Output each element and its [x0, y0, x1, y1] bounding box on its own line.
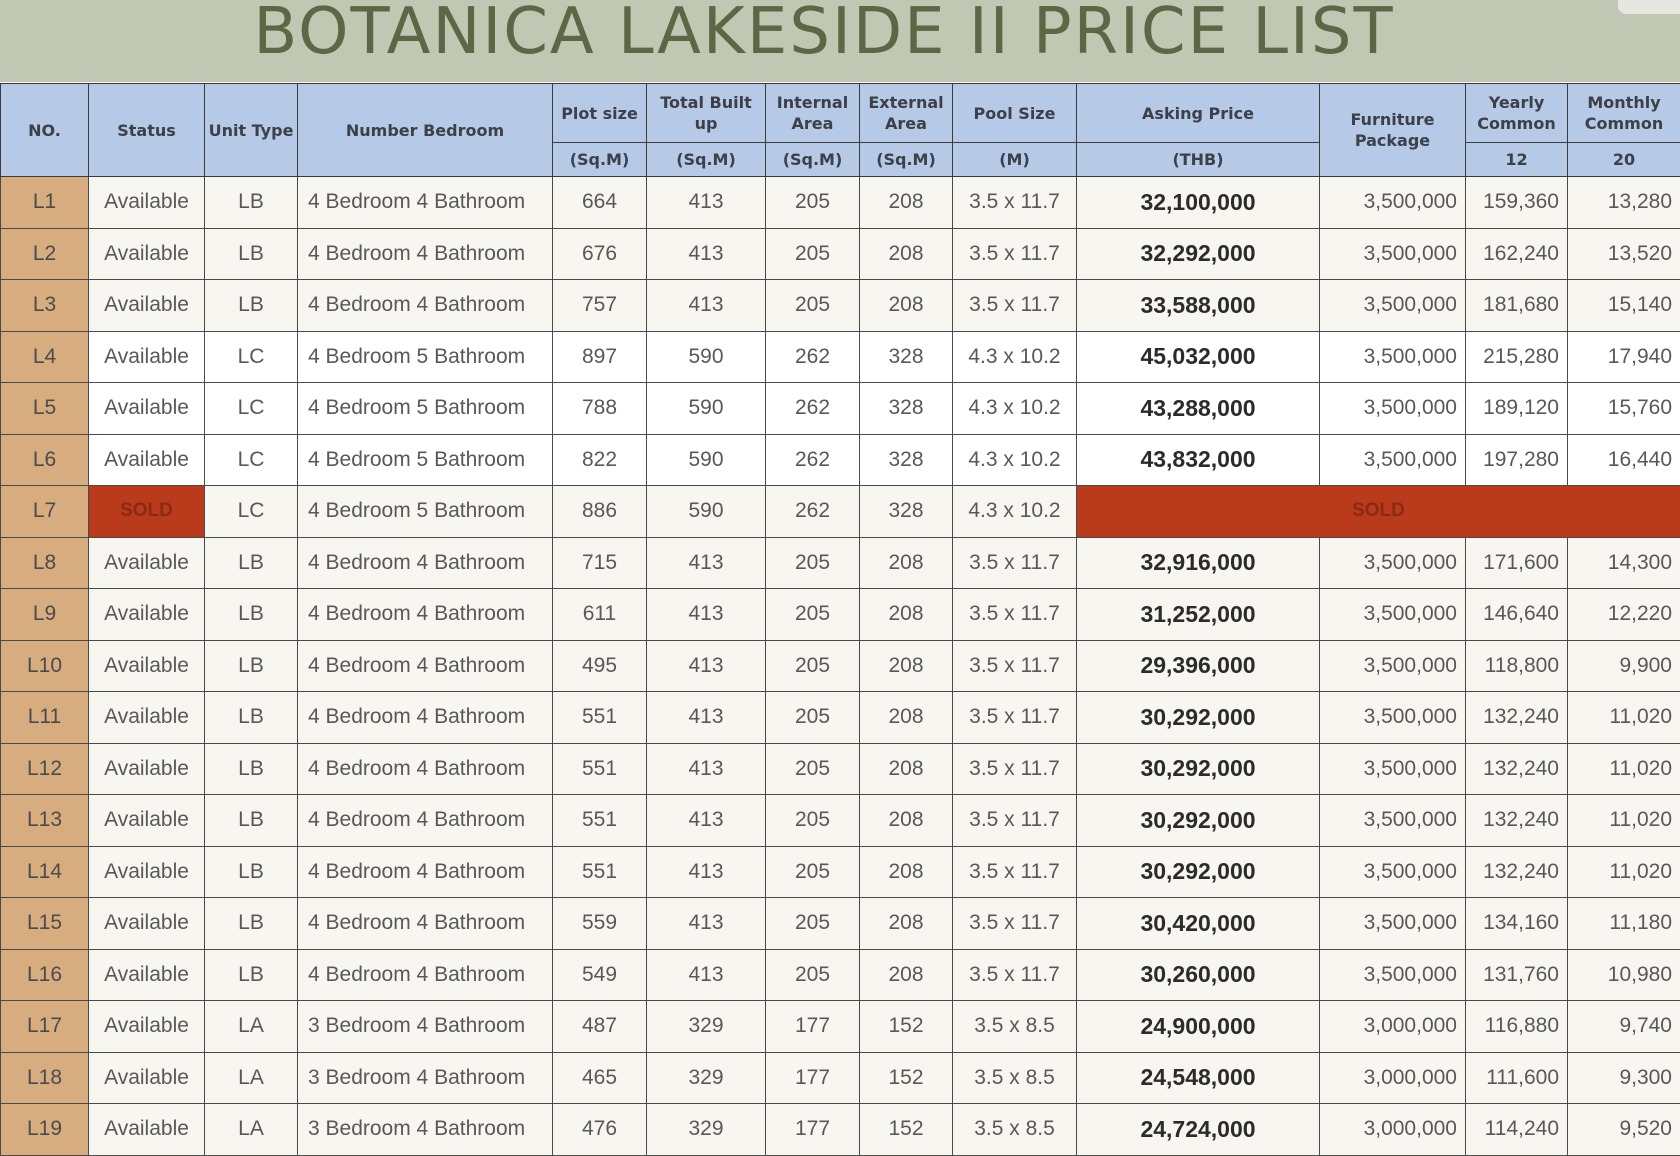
cell-status: Available	[89, 1104, 205, 1156]
cell-total-built-up: 590	[647, 383, 766, 435]
cell-asking-price: 32,292,000	[1077, 228, 1320, 280]
cell-no: L16	[1, 949, 89, 1001]
cell-plot-size: 551	[553, 846, 647, 898]
cell-bedroom: 4 Bedroom 4 Bathroom	[298, 589, 553, 641]
cell-bedroom: 4 Bedroom 4 Bathroom	[298, 846, 553, 898]
cell-external-area: 208	[860, 640, 953, 692]
cell-monthly-common: 15,760	[1568, 383, 1680, 435]
cell-status: Available	[89, 331, 205, 383]
cell-asking-price: 30,292,000	[1077, 743, 1320, 795]
cell-bedroom: 4 Bedroom 5 Bathroom	[298, 383, 553, 435]
cell-unit-type: LB	[205, 228, 298, 280]
price-list-table	[0, 83, 1680, 1156]
cell-plot-size: 476	[553, 1104, 647, 1156]
table-row	[1, 589, 1680, 641]
header-total-built-up: Total Built up	[647, 84, 766, 143]
cell-external-area: 208	[860, 692, 953, 744]
cell-internal-area: 205	[766, 537, 860, 589]
table-row	[1, 846, 1680, 898]
cell-internal-area: 205	[766, 280, 860, 332]
cell-plot-size: 676	[553, 228, 647, 280]
cell-plot-size: 897	[553, 331, 647, 383]
cell-yearly-common: 118,800	[1466, 640, 1568, 692]
cell-internal-area: 205	[766, 949, 860, 1001]
table-row	[1, 177, 1680, 229]
cell-no: L17	[1, 1001, 89, 1053]
cell-pool-size: 3.5 x 11.7	[953, 846, 1077, 898]
cell-internal-area: 205	[766, 177, 860, 229]
cell-internal-area: 205	[766, 692, 860, 744]
cell-total-built-up: 329	[647, 1052, 766, 1104]
cell-yearly-common: 171,600	[1466, 537, 1568, 589]
cell-status: Available	[89, 949, 205, 1001]
cell-external-area: 152	[860, 1104, 953, 1156]
cell-status: Available	[89, 589, 205, 641]
cell-furniture-package: 3,500,000	[1320, 280, 1466, 332]
cell-furniture-package: 3,000,000	[1320, 1001, 1466, 1053]
cell-external-area: 152	[860, 1052, 953, 1104]
cell-unit-type: LA	[205, 1052, 298, 1104]
cell-status: Available	[89, 640, 205, 692]
cell-unit-type: LC	[205, 434, 298, 486]
cell-monthly-common: 11,020	[1568, 743, 1680, 795]
cell-no: L10	[1, 640, 89, 692]
cell-yearly-common: 189,120	[1466, 383, 1568, 435]
header-pool-size-unit: (M)	[953, 143, 1077, 177]
header-yearly-common-sub: 12	[1466, 143, 1568, 177]
cell-bedroom: 4 Bedroom 4 Bathroom	[298, 177, 553, 229]
cell-bedroom: 4 Bedroom 4 Bathroom	[298, 743, 553, 795]
cell-bedroom: 4 Bedroom 4 Bathroom	[298, 692, 553, 744]
cell-furniture-package: 3,500,000	[1320, 846, 1466, 898]
cell-unit-type: LB	[205, 846, 298, 898]
cell-no: L19	[1, 1104, 89, 1156]
cell-bedroom: 4 Bedroom 4 Bathroom	[298, 228, 553, 280]
cell-total-built-up: 590	[647, 331, 766, 383]
header-pool-size: Pool Size	[953, 84, 1077, 143]
cell-total-built-up: 413	[647, 898, 766, 950]
cell-plot-size: 611	[553, 589, 647, 641]
cell-yearly-common: 132,240	[1466, 692, 1568, 744]
cell-yearly-common: 111,600	[1466, 1052, 1568, 1104]
table-row	[1, 1104, 1680, 1156]
page-title: BOTANICA LAKESIDE II PRICE LIST	[0, 0, 1664, 68]
cell-status: Available	[89, 177, 205, 229]
table-row	[1, 434, 1680, 486]
cell-internal-area: 177	[766, 1104, 860, 1156]
header-plot-size: Plot size	[553, 84, 647, 143]
cell-monthly-common: 13,280	[1568, 177, 1680, 229]
cell-bedroom: 4 Bedroom 4 Bathroom	[298, 795, 553, 847]
cell-total-built-up: 413	[647, 589, 766, 641]
cell-internal-area: 262	[766, 434, 860, 486]
cell-asking-price: 32,916,000	[1077, 537, 1320, 589]
cell-status: Available	[89, 795, 205, 847]
cell-furniture-package: 3,500,000	[1320, 589, 1466, 641]
cell-external-area: 208	[860, 537, 953, 589]
cell-pool-size: 3.5 x 11.7	[953, 949, 1077, 1001]
cell-no: L14	[1, 846, 89, 898]
table-body	[1, 177, 1680, 1156]
cell-plot-size: 549	[553, 949, 647, 1001]
cell-furniture-package: 3,500,000	[1320, 898, 1466, 950]
cell-status: Available	[89, 434, 205, 486]
cell-external-area: 208	[860, 280, 953, 332]
cell-internal-area: 205	[766, 589, 860, 641]
header-monthly-common-sub: 20	[1568, 143, 1680, 177]
table-row	[1, 383, 1680, 435]
cell-no: L5	[1, 383, 89, 435]
cell-yearly-common: 116,880	[1466, 1001, 1568, 1053]
cell-unit-type: LB	[205, 280, 298, 332]
cell-internal-area: 205	[766, 846, 860, 898]
table-row	[1, 949, 1680, 1001]
cell-no: L6	[1, 434, 89, 486]
cell-internal-area: 177	[766, 1052, 860, 1104]
cell-asking-price: 45,032,000	[1077, 331, 1320, 383]
cell-total-built-up: 413	[647, 640, 766, 692]
cell-total-built-up: 413	[647, 795, 766, 847]
cell-total-built-up: 413	[647, 177, 766, 229]
header-number-bedroom: Number Bedroom	[298, 84, 553, 177]
cell-unit-type: LB	[205, 537, 298, 589]
cell-unit-type: LB	[205, 589, 298, 641]
cell-monthly-common: 11,020	[1568, 795, 1680, 847]
cell-yearly-common: 197,280	[1466, 434, 1568, 486]
cell-furniture-package: 3,500,000	[1320, 795, 1466, 847]
cell-bedroom: 4 Bedroom 5 Bathroom	[298, 331, 553, 383]
cell-internal-area: 177	[766, 1001, 860, 1053]
cell-monthly-common: 14,300	[1568, 537, 1680, 589]
cell-no: L13	[1, 795, 89, 847]
cell-external-area: 208	[860, 949, 953, 1001]
cell-yearly-common: 215,280	[1466, 331, 1568, 383]
cell-status: Available	[89, 383, 205, 435]
header-total-built-up-unit: (Sq.M)	[647, 143, 766, 177]
cell-unit-type: LB	[205, 743, 298, 795]
cell-external-area: 208	[860, 743, 953, 795]
cell-external-area: 328	[860, 486, 953, 538]
cell-pool-size: 4.3 x 10.2	[953, 434, 1077, 486]
cell-bedroom: 4 Bedroom 4 Bathroom	[298, 640, 553, 692]
cell-yearly-common: 114,240	[1466, 1104, 1568, 1156]
header-external-area: External Area	[860, 84, 953, 143]
cell-pool-size: 3.5 x 11.7	[953, 640, 1077, 692]
header-plot-size-unit: (Sq.M)	[553, 143, 647, 177]
table-row	[1, 486, 1680, 538]
cell-total-built-up: 413	[647, 743, 766, 795]
cell-bedroom: 3 Bedroom 4 Bathroom	[298, 1001, 553, 1053]
cell-bedroom: 3 Bedroom 4 Bathroom	[298, 1052, 553, 1104]
cell-plot-size: 559	[553, 898, 647, 950]
cell-pool-size: 3.5 x 8.5	[953, 1001, 1077, 1053]
cell-status: Available	[89, 898, 205, 950]
cell-monthly-common: 17,940	[1568, 331, 1680, 383]
cell-monthly-common: 11,020	[1568, 692, 1680, 744]
cell-internal-area: 262	[766, 383, 860, 435]
header-internal-area: Internal Area	[766, 84, 860, 143]
cell-external-area: 208	[860, 228, 953, 280]
table-row	[1, 537, 1680, 589]
cell-unit-type: LB	[205, 640, 298, 692]
cell-yearly-common: 134,160	[1466, 898, 1568, 950]
cell-plot-size: 886	[553, 486, 647, 538]
cell-no: L18	[1, 1052, 89, 1104]
cell-total-built-up: 590	[647, 434, 766, 486]
cell-internal-area: 205	[766, 640, 860, 692]
cell-furniture-package: 3,500,000	[1320, 434, 1466, 486]
cell-asking-price: 24,548,000	[1077, 1052, 1320, 1104]
cell-no: L1	[1, 177, 89, 229]
cell-furniture-package: 3,500,000	[1320, 331, 1466, 383]
cell-plot-size: 715	[553, 537, 647, 589]
cell-unit-type: LB	[205, 949, 298, 1001]
table-row	[1, 331, 1680, 383]
cell-plot-size: 465	[553, 1052, 647, 1104]
cell-pool-size: 3.5 x 11.7	[953, 898, 1077, 950]
cell-asking-price: 30,420,000	[1077, 898, 1320, 950]
cell-total-built-up: 329	[647, 1104, 766, 1156]
cell-asking-price: 31,252,000	[1077, 589, 1320, 641]
cell-status: Available	[89, 1052, 205, 1104]
cell-status: Available	[89, 692, 205, 744]
cell-monthly-common: 9,900	[1568, 640, 1680, 692]
cell-asking-price: 30,292,000	[1077, 692, 1320, 744]
header-monthly-common: Monthly Common	[1568, 84, 1680, 143]
cell-yearly-common: 146,640	[1466, 589, 1568, 641]
cell-status: Available	[89, 537, 205, 589]
cell-external-area: 208	[860, 898, 953, 950]
cell-status: Available	[89, 280, 205, 332]
cell-furniture-package: 3,500,000	[1320, 177, 1466, 229]
cell-pool-size: 3.5 x 8.5	[953, 1052, 1077, 1104]
cell-status: Available	[89, 228, 205, 280]
cell-plot-size: 495	[553, 640, 647, 692]
cell-total-built-up: 413	[647, 949, 766, 1001]
header-status: Status	[89, 84, 205, 177]
cell-bedroom: 4 Bedroom 4 Bathroom	[298, 537, 553, 589]
cell-total-built-up: 413	[647, 228, 766, 280]
cell-monthly-common: 11,020	[1568, 846, 1680, 898]
cell-external-area: 208	[860, 846, 953, 898]
cell-pool-size: 4.3 x 10.2	[953, 486, 1077, 538]
cell-pool-size: 4.3 x 10.2	[953, 383, 1077, 435]
cell-yearly-common: 159,360	[1466, 177, 1568, 229]
table-row	[1, 743, 1680, 795]
cell-unit-type: LC	[205, 331, 298, 383]
cell-monthly-common: 9,740	[1568, 1001, 1680, 1053]
cell-status: Available	[89, 846, 205, 898]
table-row	[1, 228, 1680, 280]
cell-yearly-common: 162,240	[1466, 228, 1568, 280]
cell-unit-type: LB	[205, 177, 298, 229]
cell-pool-size: 3.5 x 11.7	[953, 589, 1077, 641]
cell-yearly-common: 132,240	[1466, 743, 1568, 795]
cell-pool-size: 3.5 x 11.7	[953, 743, 1077, 795]
cell-no: L11	[1, 692, 89, 744]
cell-pool-size: 3.5 x 8.5	[953, 1104, 1077, 1156]
cell-pool-size: 3.5 x 11.7	[953, 537, 1077, 589]
table-row	[1, 795, 1680, 847]
header-no: NO.	[1, 84, 89, 177]
cell-bedroom: 4 Bedroom 4 Bathroom	[298, 898, 553, 950]
table-row	[1, 280, 1680, 332]
cell-external-area: 328	[860, 383, 953, 435]
cell-furniture-package: 3,000,000	[1320, 1104, 1466, 1156]
cell-status: SOLD	[89, 486, 205, 538]
header-asking-price-unit: (THB)	[1077, 143, 1320, 177]
header-asking-price: Asking Price	[1077, 84, 1320, 143]
cell-monthly-common: 10,980	[1568, 949, 1680, 1001]
cell-monthly-common: 9,300	[1568, 1052, 1680, 1104]
cell-asking-price: 24,900,000	[1077, 1001, 1320, 1053]
cell-plot-size: 551	[553, 743, 647, 795]
cell-plot-size: 551	[553, 795, 647, 847]
cell-monthly-common: 15,140	[1568, 280, 1680, 332]
cell-bedroom: 4 Bedroom 5 Bathroom	[298, 486, 553, 538]
cell-asking-price: 24,724,000	[1077, 1104, 1320, 1156]
cell-unit-type: LB	[205, 795, 298, 847]
cell-monthly-common: 11,180	[1568, 898, 1680, 950]
cell-plot-size: 551	[553, 692, 647, 744]
cell-furniture-package: 3,500,000	[1320, 640, 1466, 692]
cell-total-built-up: 413	[647, 537, 766, 589]
cell-unit-type: LB	[205, 692, 298, 744]
cell-sold-banner: SOLD	[1077, 486, 1680, 538]
header-yearly-common: Yearly Common	[1466, 84, 1568, 143]
cell-external-area: 208	[860, 589, 953, 641]
cell-pool-size: 3.5 x 11.7	[953, 177, 1077, 229]
cell-bedroom: 4 Bedroom 4 Bathroom	[298, 949, 553, 1001]
cell-furniture-package: 3,000,000	[1320, 1052, 1466, 1104]
cell-plot-size: 664	[553, 177, 647, 229]
cell-furniture-package: 3,500,000	[1320, 383, 1466, 435]
cell-pool-size: 3.5 x 11.7	[953, 280, 1077, 332]
cell-asking-price: 30,260,000	[1077, 949, 1320, 1001]
cell-no: L4	[1, 331, 89, 383]
cell-plot-size: 487	[553, 1001, 647, 1053]
cell-external-area: 152	[860, 1001, 953, 1053]
cell-yearly-common: 132,240	[1466, 846, 1568, 898]
cell-external-area: 328	[860, 434, 953, 486]
cell-furniture-package: 3,500,000	[1320, 949, 1466, 1001]
cell-asking-price: 30,292,000	[1077, 846, 1320, 898]
cell-status: Available	[89, 1001, 205, 1053]
cell-internal-area: 262	[766, 331, 860, 383]
cell-plot-size: 757	[553, 280, 647, 332]
cell-monthly-common: 9,520	[1568, 1104, 1680, 1156]
cell-pool-size: 4.3 x 10.2	[953, 331, 1077, 383]
cell-unit-type: LA	[205, 1104, 298, 1156]
cell-furniture-package: 3,500,000	[1320, 537, 1466, 589]
header-furniture-package: Furniture Package	[1320, 84, 1466, 177]
cell-no: L15	[1, 898, 89, 950]
cell-total-built-up: 413	[647, 846, 766, 898]
corner-tab	[1618, 0, 1680, 14]
cell-unit-type: LC	[205, 486, 298, 538]
cell-pool-size: 3.5 x 11.7	[953, 795, 1077, 847]
cell-internal-area: 205	[766, 795, 860, 847]
cell-furniture-package: 3,500,000	[1320, 692, 1466, 744]
cell-external-area: 208	[860, 177, 953, 229]
cell-total-built-up: 413	[647, 692, 766, 744]
cell-no: L2	[1, 228, 89, 280]
cell-internal-area: 205	[766, 743, 860, 795]
cell-no: L12	[1, 743, 89, 795]
cell-asking-price: 30,292,000	[1077, 795, 1320, 847]
table-row	[1, 640, 1680, 692]
cell-monthly-common: 12,220	[1568, 589, 1680, 641]
cell-asking-price: 43,832,000	[1077, 434, 1320, 486]
cell-internal-area: 205	[766, 898, 860, 950]
cell-external-area: 208	[860, 795, 953, 847]
cell-total-built-up: 413	[647, 280, 766, 332]
cell-no: L9	[1, 589, 89, 641]
cell-external-area: 328	[860, 331, 953, 383]
cell-unit-type: LA	[205, 1001, 298, 1053]
title-bar	[0, 0, 1680, 82]
cell-unit-type: LC	[205, 383, 298, 435]
cell-total-built-up: 329	[647, 1001, 766, 1053]
table-row	[1, 692, 1680, 744]
cell-internal-area: 205	[766, 228, 860, 280]
header-internal-area-unit: (Sq.M)	[766, 143, 860, 177]
cell-yearly-common: 181,680	[1466, 280, 1568, 332]
cell-monthly-common: 13,520	[1568, 228, 1680, 280]
header-external-area-unit: (Sq.M)	[860, 143, 953, 177]
cell-asking-price: 33,588,000	[1077, 280, 1320, 332]
cell-bedroom: 3 Bedroom 4 Bathroom	[298, 1104, 553, 1156]
table-row	[1, 898, 1680, 950]
cell-status: Available	[89, 743, 205, 795]
cell-asking-price: 43,288,000	[1077, 383, 1320, 435]
cell-no: L3	[1, 280, 89, 332]
table-row	[1, 1052, 1680, 1104]
cell-furniture-package: 3,500,000	[1320, 743, 1466, 795]
cell-plot-size: 822	[553, 434, 647, 486]
cell-no: L8	[1, 537, 89, 589]
cell-yearly-common: 131,760	[1466, 949, 1568, 1001]
cell-internal-area: 262	[766, 486, 860, 538]
cell-pool-size: 3.5 x 11.7	[953, 228, 1077, 280]
cell-monthly-common: 16,440	[1568, 434, 1680, 486]
cell-total-built-up: 590	[647, 486, 766, 538]
cell-bedroom: 4 Bedroom 4 Bathroom	[298, 280, 553, 332]
cell-bedroom: 4 Bedroom 5 Bathroom	[298, 434, 553, 486]
header-unit-type: Unit Type	[205, 84, 298, 177]
cell-furniture-package: 3,500,000	[1320, 228, 1466, 280]
table-row	[1, 1001, 1680, 1053]
cell-plot-size: 788	[553, 383, 647, 435]
cell-unit-type: LB	[205, 898, 298, 950]
cell-asking-price: 29,396,000	[1077, 640, 1320, 692]
cell-pool-size: 3.5 x 11.7	[953, 692, 1077, 744]
cell-no: L7	[1, 486, 89, 538]
cell-yearly-common: 132,240	[1466, 795, 1568, 847]
cell-asking-price: 32,100,000	[1077, 177, 1320, 229]
